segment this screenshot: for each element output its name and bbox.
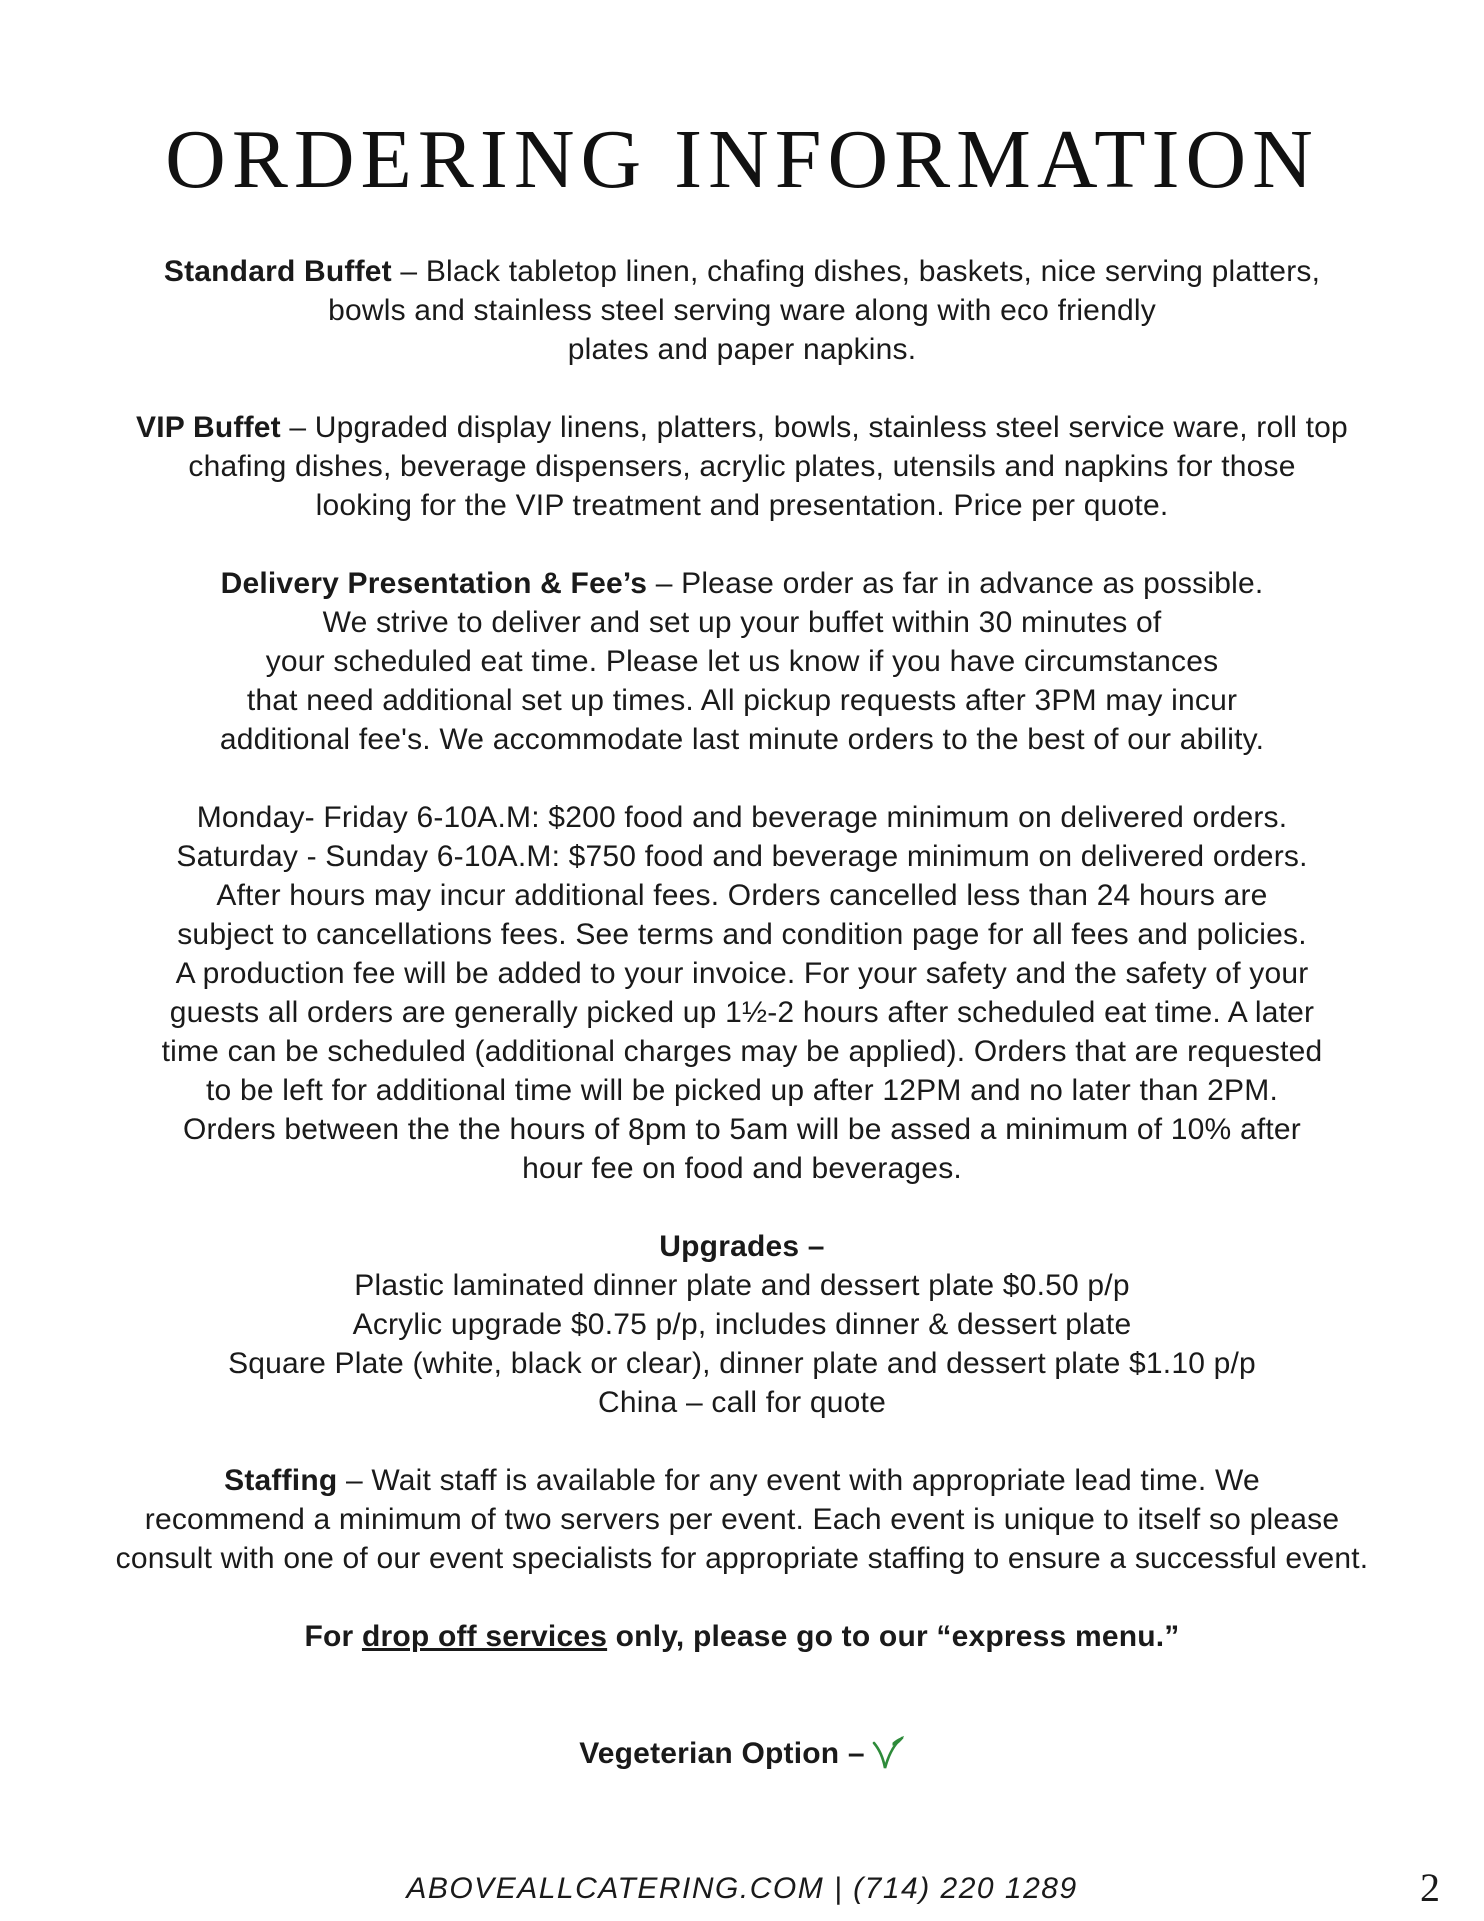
drop-off-suffix: only, please go to our “express menu.” — [607, 1620, 1180, 1653]
vip-buffet-line-2: chafing dishes, beverage dispensers, acrylic plates, utensils and napkins for those — [188, 450, 1296, 483]
delivery-line-2: We strive to deliver and set up your buffet within 30 minutes of — [322, 606, 1162, 639]
spacer — [40, 525, 1444, 564]
spacer — [40, 759, 1444, 798]
vip-buffet-label: VIP Buffet — [136, 411, 281, 444]
drop-off-note — [40, 1617, 1444, 1656]
staffing-line-3: consult with one of our event specialists for appropriate staffing to ensure a successful event. — [115, 1542, 1369, 1575]
upgrade-item: Plastic laminated dinner plate and dessert plate $0.50 p/p — [354, 1269, 1130, 1302]
vip-buffet-line-1 — [40, 408, 1444, 447]
minimums-line-6: guests all orders are generally picked up 1½-2 hours after scheduled eat time. A later — [169, 996, 1315, 1029]
spacer — [40, 1422, 1444, 1461]
vegetarian-line — [40, 1734, 1444, 1773]
ordering-info-content — [40, 252, 1444, 1773]
upgrade-item: Acrylic upgrade $0.75 p/p, includes dinner & dessert plate — [352, 1308, 1132, 1341]
spacer — [40, 1188, 1444, 1227]
minimums-line-2: Saturday - Sunday 6-10A.M: $750 food and beverage minimum on delivered orders. — [176, 840, 1308, 873]
delivery-section — [40, 564, 1444, 759]
minimums-section — [40, 798, 1444, 1188]
spacer — [40, 1578, 1444, 1617]
delivery-line-5: additional fee's. We accommodate last minute orders to the best of our ability. — [219, 723, 1265, 756]
minimums-line-1: Monday- Friday 6-10A.M: $200 food and beverage minimum on delivered orders. — [196, 801, 1288, 834]
staffing-section — [40, 1461, 1444, 1578]
staffing-text: – Wait staff is available for any event with appropriate lead time. We — [337, 1464, 1260, 1497]
vip-buffet-line-3: looking for the VIP treatment and presentation. Price per quote. — [315, 489, 1169, 522]
delivery-line-3: your scheduled eat time. Please let us know if you have circumstances — [265, 645, 1219, 678]
vip-buffet-section — [40, 408, 1444, 525]
minimums-line-10: hour fee on food and beverages. — [522, 1152, 962, 1185]
standard-buffet-label: Standard Buffet — [163, 255, 392, 288]
upgrades-label: Upgrades – — [659, 1230, 825, 1263]
standard-buffet-line-2: bowls and stainless steel serving ware along with eco friendly — [328, 294, 1156, 327]
footer-contact: ABOVEALLCATERING.COM | (714) 220 1289 — [406, 1872, 1078, 1905]
standard-buffet-section — [40, 252, 1444, 369]
upgrade-item: China – call for quote — [598, 1386, 886, 1419]
page-title: ORDERING INFORMATION — [165, 113, 1319, 206]
drop-off-services-link[interactable]: drop off services — [361, 1620, 608, 1653]
vip-buffet-text: – Upgraded display linens, platters, bowls, stainless steel service ware, roll top — [280, 411, 1348, 444]
page-number: 2 — [1420, 1865, 1440, 1910]
standard-buffet-line-1 — [40, 252, 1444, 291]
standard-buffet-text: – Black tabletop linen, chafing dishes, baskets, nice serving platters, — [391, 255, 1321, 288]
vegetarian-label: Vegeterian Option – — [579, 1737, 865, 1770]
delivery-line-1 — [40, 564, 1444, 603]
upgrade-item: Square Plate (white, black or clear), dinner plate and dessert plate $1.10 p/p — [228, 1347, 1256, 1380]
minimums-line-4: subject to cancellations fees. See terms and condition page for all fees and policies. — [177, 918, 1307, 951]
drop-off-prefix: For — [304, 1620, 362, 1653]
delivery-line-4: that need additional set up times. All pickup requests after 3PM may incur — [246, 684, 1238, 717]
vegetarian-legend — [40, 1734, 1444, 1773]
delivery-text: – Please order as far in advance as possible. — [647, 567, 1264, 600]
delivery-label: Delivery Presentation & Fee’s — [220, 567, 648, 600]
minimums-line-8: to be left for additional time will be picked up after 12PM and no later than 2PM. — [206, 1074, 1278, 1107]
standard-buffet-line-3: plates and paper napkins. — [567, 333, 917, 366]
minimums-line-5: A production fee will be added to your invoice. For your safety and the safety of your — [175, 957, 1309, 990]
drop-off-line — [40, 1617, 1444, 1656]
minimums-line-9: Orders between the the hours of 8pm to 5am will be assed a minimum of 10% after — [182, 1113, 1301, 1146]
staffing-label: Staffing — [224, 1464, 338, 1497]
staffing-line-2: recommend a minimum of two servers per event. Each event is unique to itself so please — [144, 1503, 1340, 1536]
spacer — [40, 1656, 1444, 1695]
spacer — [40, 1695, 1444, 1734]
spacer — [40, 369, 1444, 408]
minimums-line-3: After hours may incur additional fees. Orders cancelled less than 24 hours are — [216, 879, 1268, 912]
upgrades-section — [40, 1227, 1444, 1422]
staffing-line-1 — [40, 1461, 1444, 1500]
minimums-line-7: time can be scheduled (additional charges may be applied). Orders that are requested — [161, 1035, 1323, 1068]
vegetarian-leaf-icon — [871, 1735, 905, 1771]
